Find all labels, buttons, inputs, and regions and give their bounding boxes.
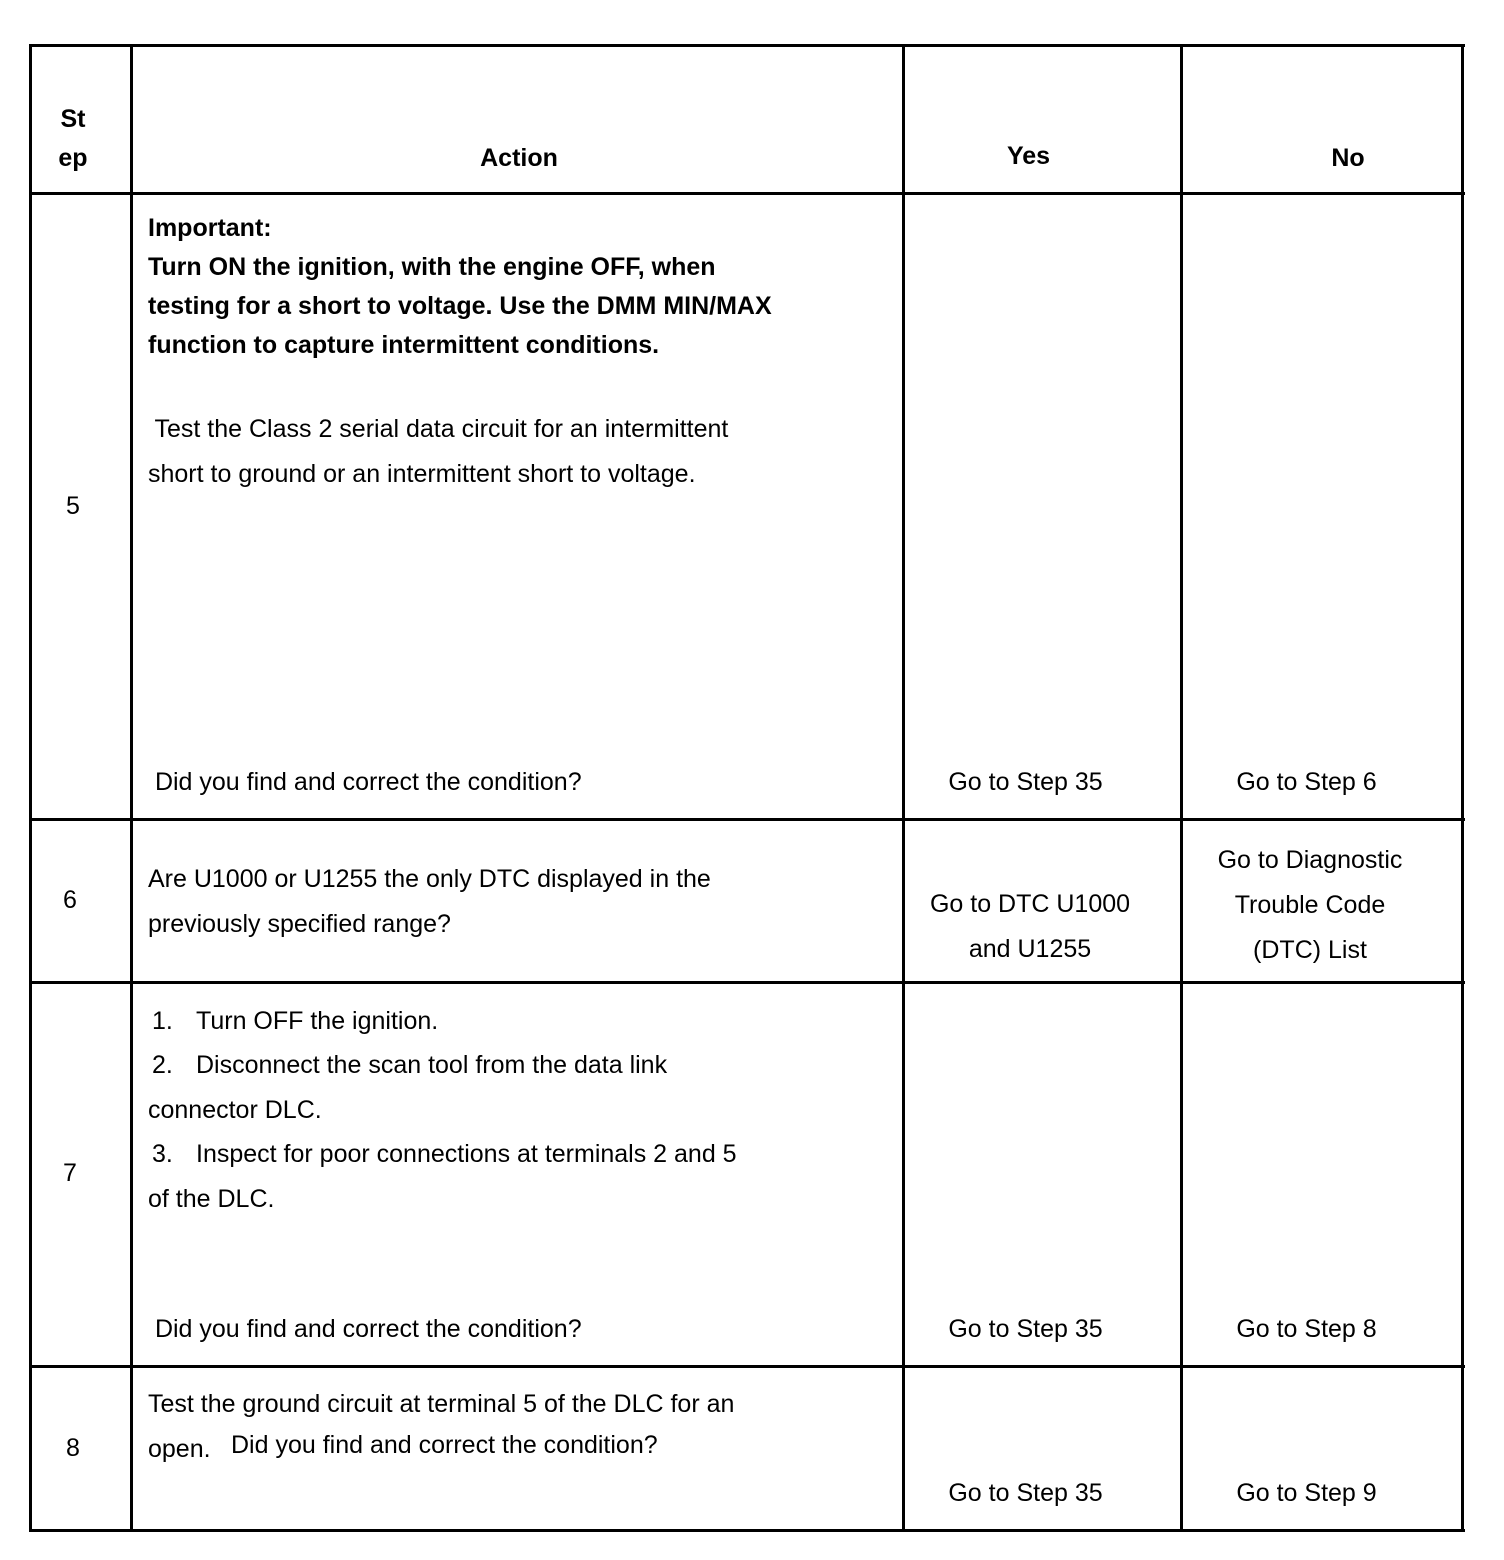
action-question: Did you find and correct the condition? — [148, 1315, 582, 1343]
action-question: Did you find and correct the condition? — [148, 768, 582, 796]
no-result: Go to Step 8 — [1236, 1315, 1377, 1343]
row-divider — [29, 1365, 1465, 1368]
header-action: Action — [480, 144, 558, 172]
yes-result: Go to Step 35 — [948, 1315, 1103, 1343]
list-item-number: 3. — [152, 1140, 173, 1168]
yes-result: Go to Step 35 — [948, 1479, 1103, 1507]
action-question: Did you find and correct the condition? — [231, 1431, 658, 1459]
table-border-right — [1461, 44, 1464, 1532]
table-border-left — [29, 44, 32, 1532]
header-step: St ep — [58, 105, 88, 172]
important-label: Important: — [148, 214, 272, 242]
list-item-continuation: of the DLC. — [148, 1185, 275, 1213]
important-note: function to capture intermittent conditions. — [148, 331, 660, 359]
table-border-top — [29, 44, 1465, 47]
list-item: Turn OFF the ignition. — [196, 1007, 439, 1035]
diagnostic-table — [29, 44, 1465, 1532]
list-item: Inspect for poor connections at terminals 2 and 5 — [196, 1140, 737, 1168]
row-divider — [29, 818, 1465, 821]
action-text: previously specified range? — [148, 910, 451, 938]
header-yes: Yes — [1006, 142, 1051, 170]
no-result: Go to Step 9 — [1236, 1479, 1377, 1507]
column-divider — [130, 44, 133, 1532]
table-border-bottom — [29, 1529, 1465, 1532]
header-no: No — [1331, 144, 1365, 172]
action-text: Are U1000 or U1255 the only DTC displayed in the — [148, 865, 711, 893]
list-item-number: 1. — [152, 1007, 173, 1035]
yes-result: Go to Step 35 — [948, 768, 1103, 796]
list-item-continuation: connector DLC. — [148, 1096, 322, 1124]
action-text: short to ground or an intermittent short to voltage. — [148, 460, 696, 488]
no-result: Go to Step 6 — [1236, 768, 1377, 796]
no-result: Go to Diagnostic Trouble Code (DTC) List — [1217, 846, 1403, 964]
action-text: Test the ground circuit at terminal 5 of the DLC for an — [148, 1390, 735, 1418]
step-number: 5 — [66, 492, 80, 520]
step-number: 6 — [63, 886, 77, 914]
list-item-number: 2. — [152, 1051, 173, 1079]
step-number: 8 — [66, 1434, 80, 1462]
action-text: open. — [148, 1435, 211, 1463]
row-divider — [29, 981, 1465, 984]
list-item: Disconnect the scan tool from the data link — [196, 1051, 668, 1079]
important-note: Turn ON the ignition, with the engine OFF, when — [148, 253, 716, 281]
yes-result: Go to DTC U1000 and U1255 — [929, 890, 1131, 963]
header-divider — [29, 192, 1465, 195]
action-text: Test the Class 2 serial data circuit for an intermittent — [148, 415, 729, 443]
step-number: 7 — [63, 1159, 77, 1187]
important-note: testing for a short to voltage. Use the DMM MIN/MAX — [148, 292, 772, 320]
